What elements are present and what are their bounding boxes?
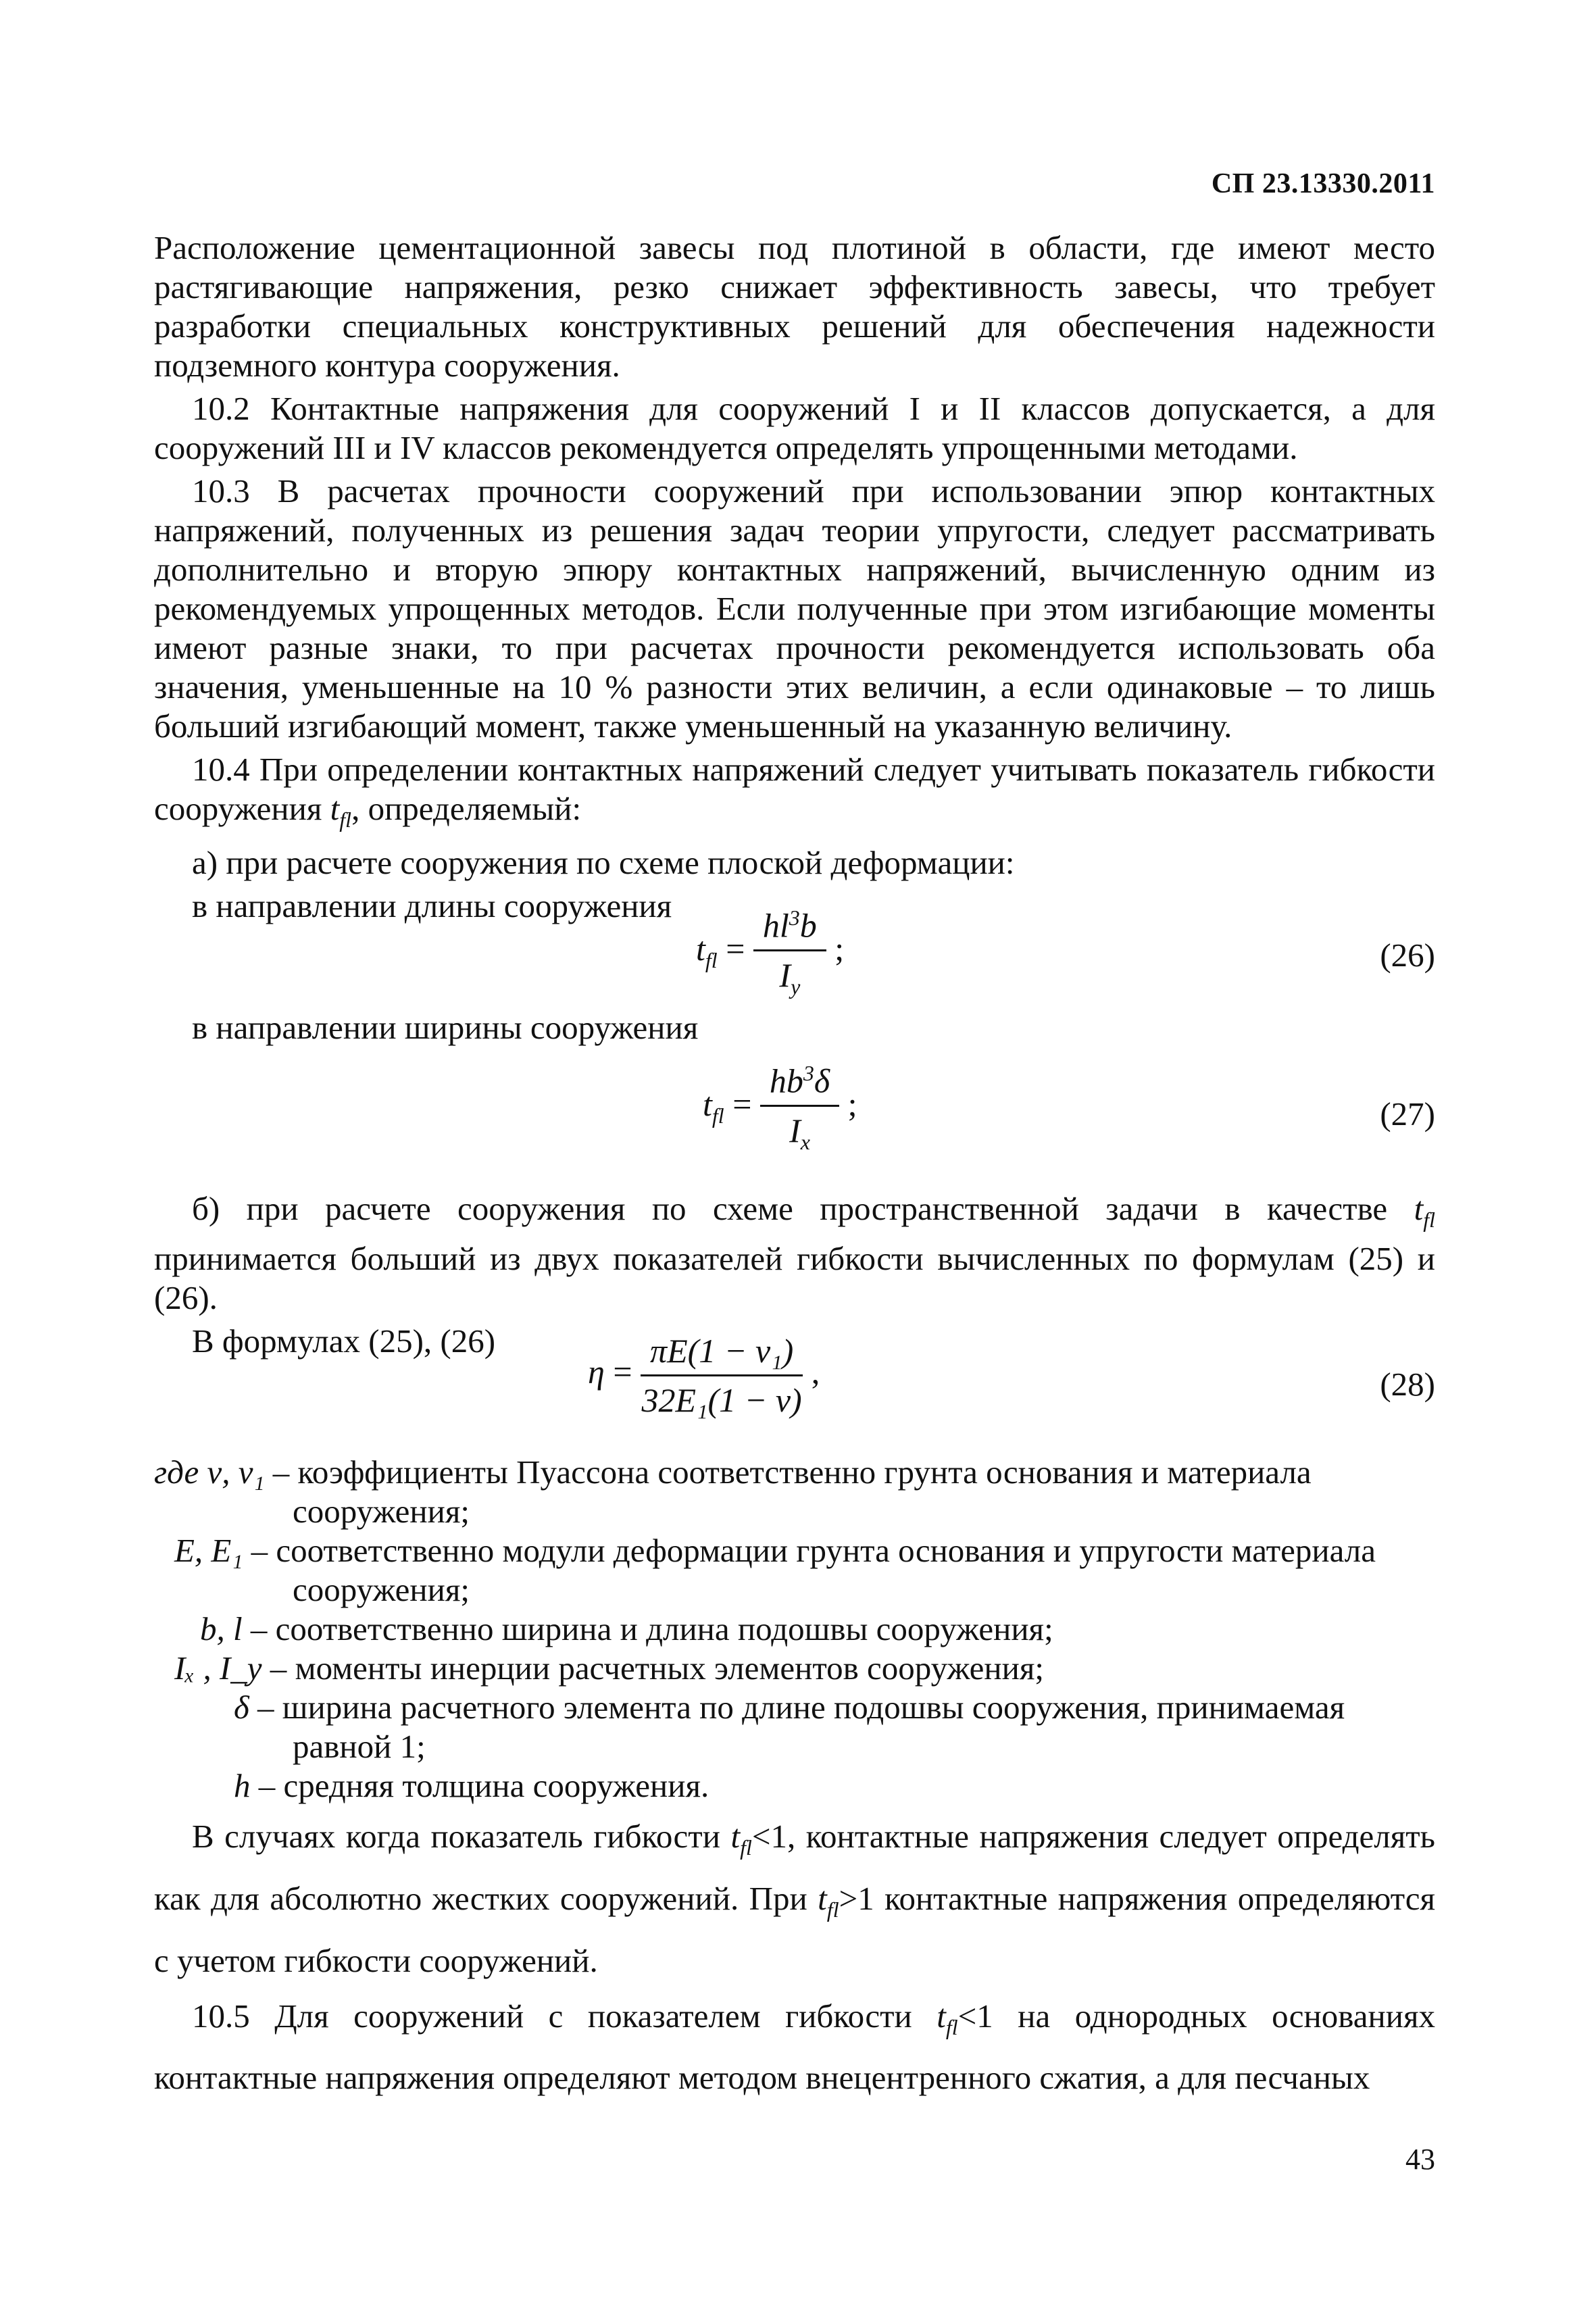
body-text-top: [154, 228, 1435, 930]
def-poisson: где ν, ν₁ – коэффициенты Пуассона соответственно грунта основания и материала: [154, 1453, 1312, 1491]
item-b: б) при расчете сооружения по схеме пространственной задачи в качестве $t_{fl}$ принимается больший из двух показателей гибкости вычисленных по формулам (25) и (26).: [154, 1190, 1436, 1316]
def-poisson-cont: сооружения;: [293, 1493, 470, 1530]
formula-26: $t_{fl}$ = $\frac{hl^3b}{I_y}$ ;: [696, 905, 845, 999]
formula-28: η = $\frac{\text{πE(1 − ν₁)}}{\text{32E₁(1 − ν)}}$ ,: [588, 1332, 820, 1419]
def-delta: δ – ширина расчетного элемента по длине подошвы сооружения, принимаемая: [234, 1689, 1345, 1726]
formulas-intro: В формулах (25), (26): [192, 1322, 496, 1360]
formula-28-number: (28): [1380, 1366, 1435, 1403]
length-direction-label: в направлении длины сооружения: [192, 887, 672, 924]
def-moduli: E, E₁ – соответственно модули деформации грунта основания и упругости материала: [174, 1532, 1376, 1569]
body-text-bottom: [154, 1811, 1435, 2108]
tfl-symbol: $t_{fl}$: [330, 790, 352, 832]
definitions-list: [154, 1453, 1435, 1804]
def-inertia: Iₓ , I_y – моменты инерции расчетных элементов сооружения;: [174, 1649, 1045, 1687]
def-thickness: h – средняя толщина сооружения.: [234, 1767, 709, 1804]
width-direction-label: в направлении ширины сооружения: [192, 1009, 699, 1046]
formula-27-number: (27): [1380, 1095, 1435, 1132]
paragraph-10-5: 10.5 Для сооружений с показателем гибкости $t_{fl}<1$ на однородных основаниях контактные напряжения определяют методом внецентренного сжатия, а для песчаных: [154, 1997, 1435, 2097]
formula-26-number: (26): [1380, 937, 1435, 974]
item-a: а) при расчете сооружения по схеме плоской деформации:: [192, 843, 1015, 881]
paragraph-10-4-text: 10.4 При определении контактных напряжений следует учитывать показатель гибкости сооружения: [154, 751, 1435, 827]
paragraph-10-3: 10.3 В расчетах прочности сооружений при использовании эпюр контактных напряжений, полученных из решения задач теории упругости, следует рассматривать дополнительно и вторую эпюру контактных напряжений, вычисленную одним из рекомендуемых упрощенных методов. Если полученные при этом изгибающие моменты имеют разные знаки, то при расчетах прочности рекомендуется использовать оба значения, уменьшенные на 10 % разности этих величин, а если одинаковые – то лишь больший изгибающий момент, также уменьшенный на указанную величину.: [154, 472, 1435, 745]
formula-27: $t_{fl}$ = $\frac{hb^3\delta}{I_x}$ ;: [703, 1061, 857, 1154]
def-width-length: b, l – соответственно ширина и длина подошвы сооружения;: [200, 1610, 1053, 1647]
width-direction-block: [154, 1008, 1435, 1051]
paragraph-10-4-tail: , определяемый:: [351, 790, 582, 827]
def-moduli-cont: сооружения;: [293, 1571, 470, 1608]
paragraph-10-4: [154, 750, 1435, 839]
flexibility-paragraph: В случаях когда показатель гибкости $t_{fl}<1$, контактные напряжения следует определять как для абсолютно жестких сооружений. При $t_{fl}>1$ контактные напряжения определяются с учетом гибкости сооружений.: [154, 1818, 1436, 1979]
document-code-header: СП 23.13330.2011: [1211, 168, 1435, 199]
page-number: 43: [1405, 2143, 1435, 2176]
def-delta-cont: равной 1;: [293, 1728, 426, 1765]
paragraph-1: Расположение цементационной завесы под плотиной в области, где имеют место растягивающие напряжения, резко снижает эффективность завесы, что требует разработки специальных конструктивных решений для обеспечения надежности подземного контура сооружения.: [154, 229, 1435, 384]
paragraph-10-2: 10.2 Контактные напряжения для сооружений I и II классов допускается, а для сооружений III и IV классов рекомендуется определять упрощенными методами.: [154, 390, 1435, 466]
